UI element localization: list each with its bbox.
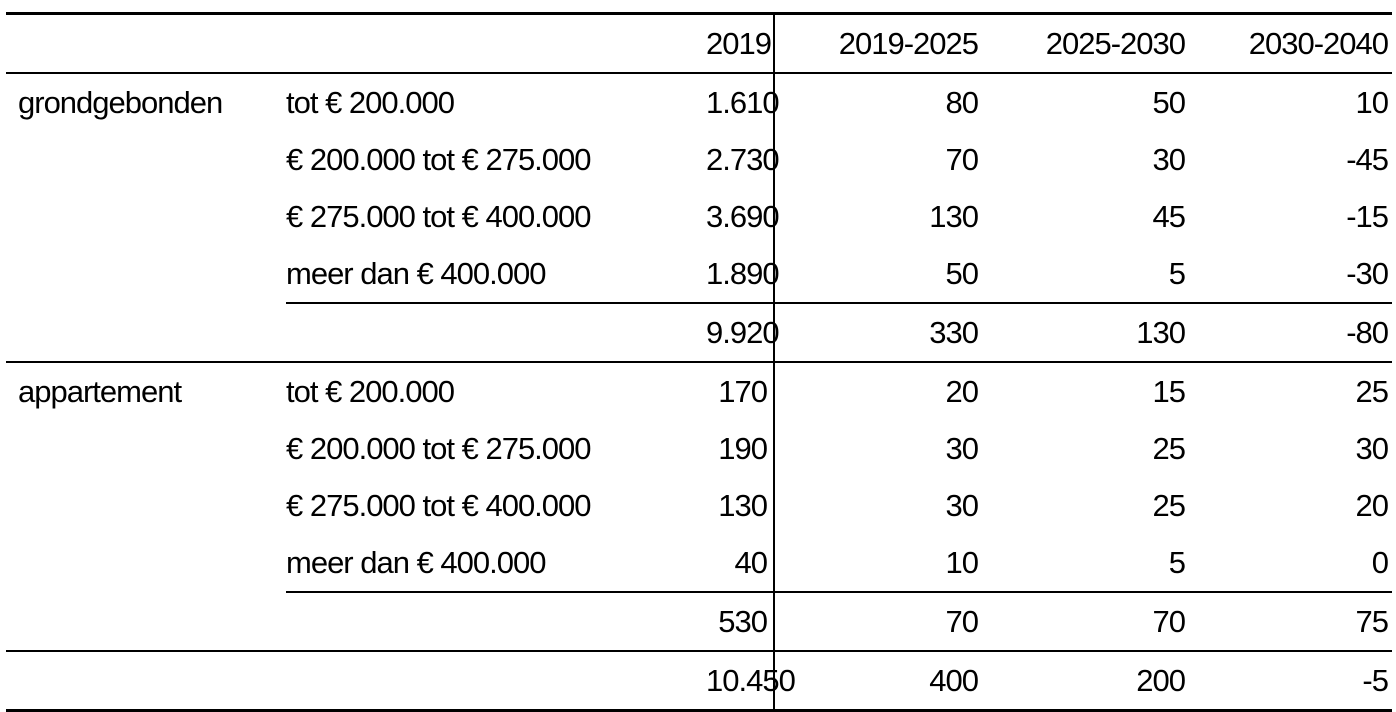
value-2025-2030: 25 bbox=[1152, 487, 1185, 523]
price-band-label: € 275.000 tot € 400.000 bbox=[286, 487, 591, 523]
header-2019-2025: 2019-2025 bbox=[774, 14, 982, 74]
grand-total-blank-label bbox=[286, 651, 706, 711]
subtotal-2019: 9.920 bbox=[706, 303, 774, 362]
value-2030-2040: -30 bbox=[1346, 255, 1388, 291]
price-band-label: € 200.000 tot € 275.000 bbox=[286, 141, 591, 177]
total-2025-2030: 200 bbox=[982, 651, 1189, 711]
subtotal-2019: 530 bbox=[706, 592, 774, 651]
subtotal-row bbox=[6, 303, 1392, 362]
group-type-blank bbox=[6, 477, 286, 534]
table-row bbox=[6, 534, 1392, 592]
group-type-label: grondgebonden bbox=[18, 84, 223, 120]
header-2025-2030: 2025-2030 bbox=[982, 14, 1189, 74]
group-type-blank bbox=[6, 534, 286, 592]
subtotal-2030-2040: -80 bbox=[1189, 303, 1392, 362]
group-type-blank bbox=[6, 592, 286, 651]
housing-table bbox=[6, 12, 1392, 712]
group-type-blank bbox=[6, 131, 286, 188]
value-2019-2025: 30 bbox=[945, 487, 978, 523]
table-row bbox=[6, 73, 1392, 131]
value-2030-2040: 25 bbox=[1355, 373, 1388, 409]
value-2019: 1.890 bbox=[706, 245, 774, 303]
value-2019-2025: 20 bbox=[945, 373, 978, 409]
grand-total-blank-type bbox=[6, 651, 286, 711]
total-2030-2040: -5 bbox=[1189, 651, 1392, 711]
subtotal-2025-2030: 70 bbox=[982, 592, 1189, 651]
header-2030-2040: 2030-2040 bbox=[1189, 14, 1392, 74]
price-band-label: tot € 200.000 bbox=[286, 373, 454, 409]
table-row bbox=[6, 245, 1392, 303]
value-2025-2030: 30 bbox=[1152, 141, 1185, 177]
price-band-label: meer dan € 400.000 bbox=[286, 544, 546, 580]
value-2030-2040: -15 bbox=[1346, 198, 1388, 234]
value-2030-2040: 30 bbox=[1355, 430, 1388, 466]
value-2025-2030: 25 bbox=[1152, 430, 1185, 466]
value-2025-2030: 50 bbox=[1152, 84, 1185, 120]
header-2019: 2019 bbox=[706, 14, 774, 74]
value-2019-2025: 80 bbox=[945, 84, 978, 120]
table-row bbox=[6, 420, 1392, 477]
value-2019-2025: 30 bbox=[945, 430, 978, 466]
value-2019-2025: 70 bbox=[945, 141, 978, 177]
value-2030-2040: 0 bbox=[1371, 544, 1388, 580]
value-2019-2025: 10 bbox=[945, 544, 978, 580]
value-2019-2025: 130 bbox=[929, 198, 978, 234]
price-band-label: meer dan € 400.000 bbox=[286, 255, 546, 291]
value-2025-2030: 45 bbox=[1152, 198, 1185, 234]
group-type-blank bbox=[6, 303, 286, 362]
table-row bbox=[6, 188, 1392, 245]
total-2019-2025: 400 bbox=[774, 651, 982, 711]
subtotal-2019-2025: 70 bbox=[774, 592, 982, 651]
total-2019: 10.450 bbox=[706, 651, 774, 711]
value-2030-2040: -45 bbox=[1346, 141, 1388, 177]
header-blank-type bbox=[6, 14, 286, 74]
group-type-blank bbox=[6, 245, 286, 303]
price-band-label: € 200.000 tot € 275.000 bbox=[286, 430, 591, 466]
table-row bbox=[6, 362, 1392, 420]
grand-total-row bbox=[6, 651, 1392, 711]
value-2019: 130 bbox=[706, 477, 774, 534]
header-row bbox=[6, 14, 1392, 74]
subtotal-2030-2040: 75 bbox=[1189, 592, 1392, 651]
group-type-blank bbox=[6, 188, 286, 245]
value-2025-2030: 5 bbox=[1168, 255, 1185, 291]
table-row bbox=[6, 477, 1392, 534]
subtotal-2019-2025: 330 bbox=[774, 303, 982, 362]
header-blank-label bbox=[286, 14, 706, 74]
value-2030-2040: 20 bbox=[1355, 487, 1388, 523]
value-2025-2030: 5 bbox=[1168, 544, 1185, 580]
group-type-label: appartement bbox=[18, 373, 182, 409]
value-2019: 2.730 bbox=[706, 131, 774, 188]
value-2019-2025: 50 bbox=[945, 255, 978, 291]
value-2025-2030: 15 bbox=[1152, 373, 1185, 409]
value-2019: 170 bbox=[706, 362, 774, 420]
group-type-blank bbox=[6, 420, 286, 477]
value-2030-2040: 10 bbox=[1355, 84, 1388, 120]
subtotal-label-blank bbox=[286, 592, 706, 651]
subtotal-label-blank bbox=[286, 303, 706, 362]
subtotal-row bbox=[6, 592, 1392, 651]
value-2019: 1.610 bbox=[706, 73, 774, 131]
price-band-label: € 275.000 tot € 400.000 bbox=[286, 198, 591, 234]
value-2019: 3.690 bbox=[706, 188, 774, 245]
price-band-label: tot € 200.000 bbox=[286, 84, 454, 120]
value-2019: 40 bbox=[706, 534, 774, 592]
value-2019: 190 bbox=[706, 420, 774, 477]
table-row bbox=[6, 131, 1392, 188]
subtotal-2025-2030: 130 bbox=[982, 303, 1189, 362]
